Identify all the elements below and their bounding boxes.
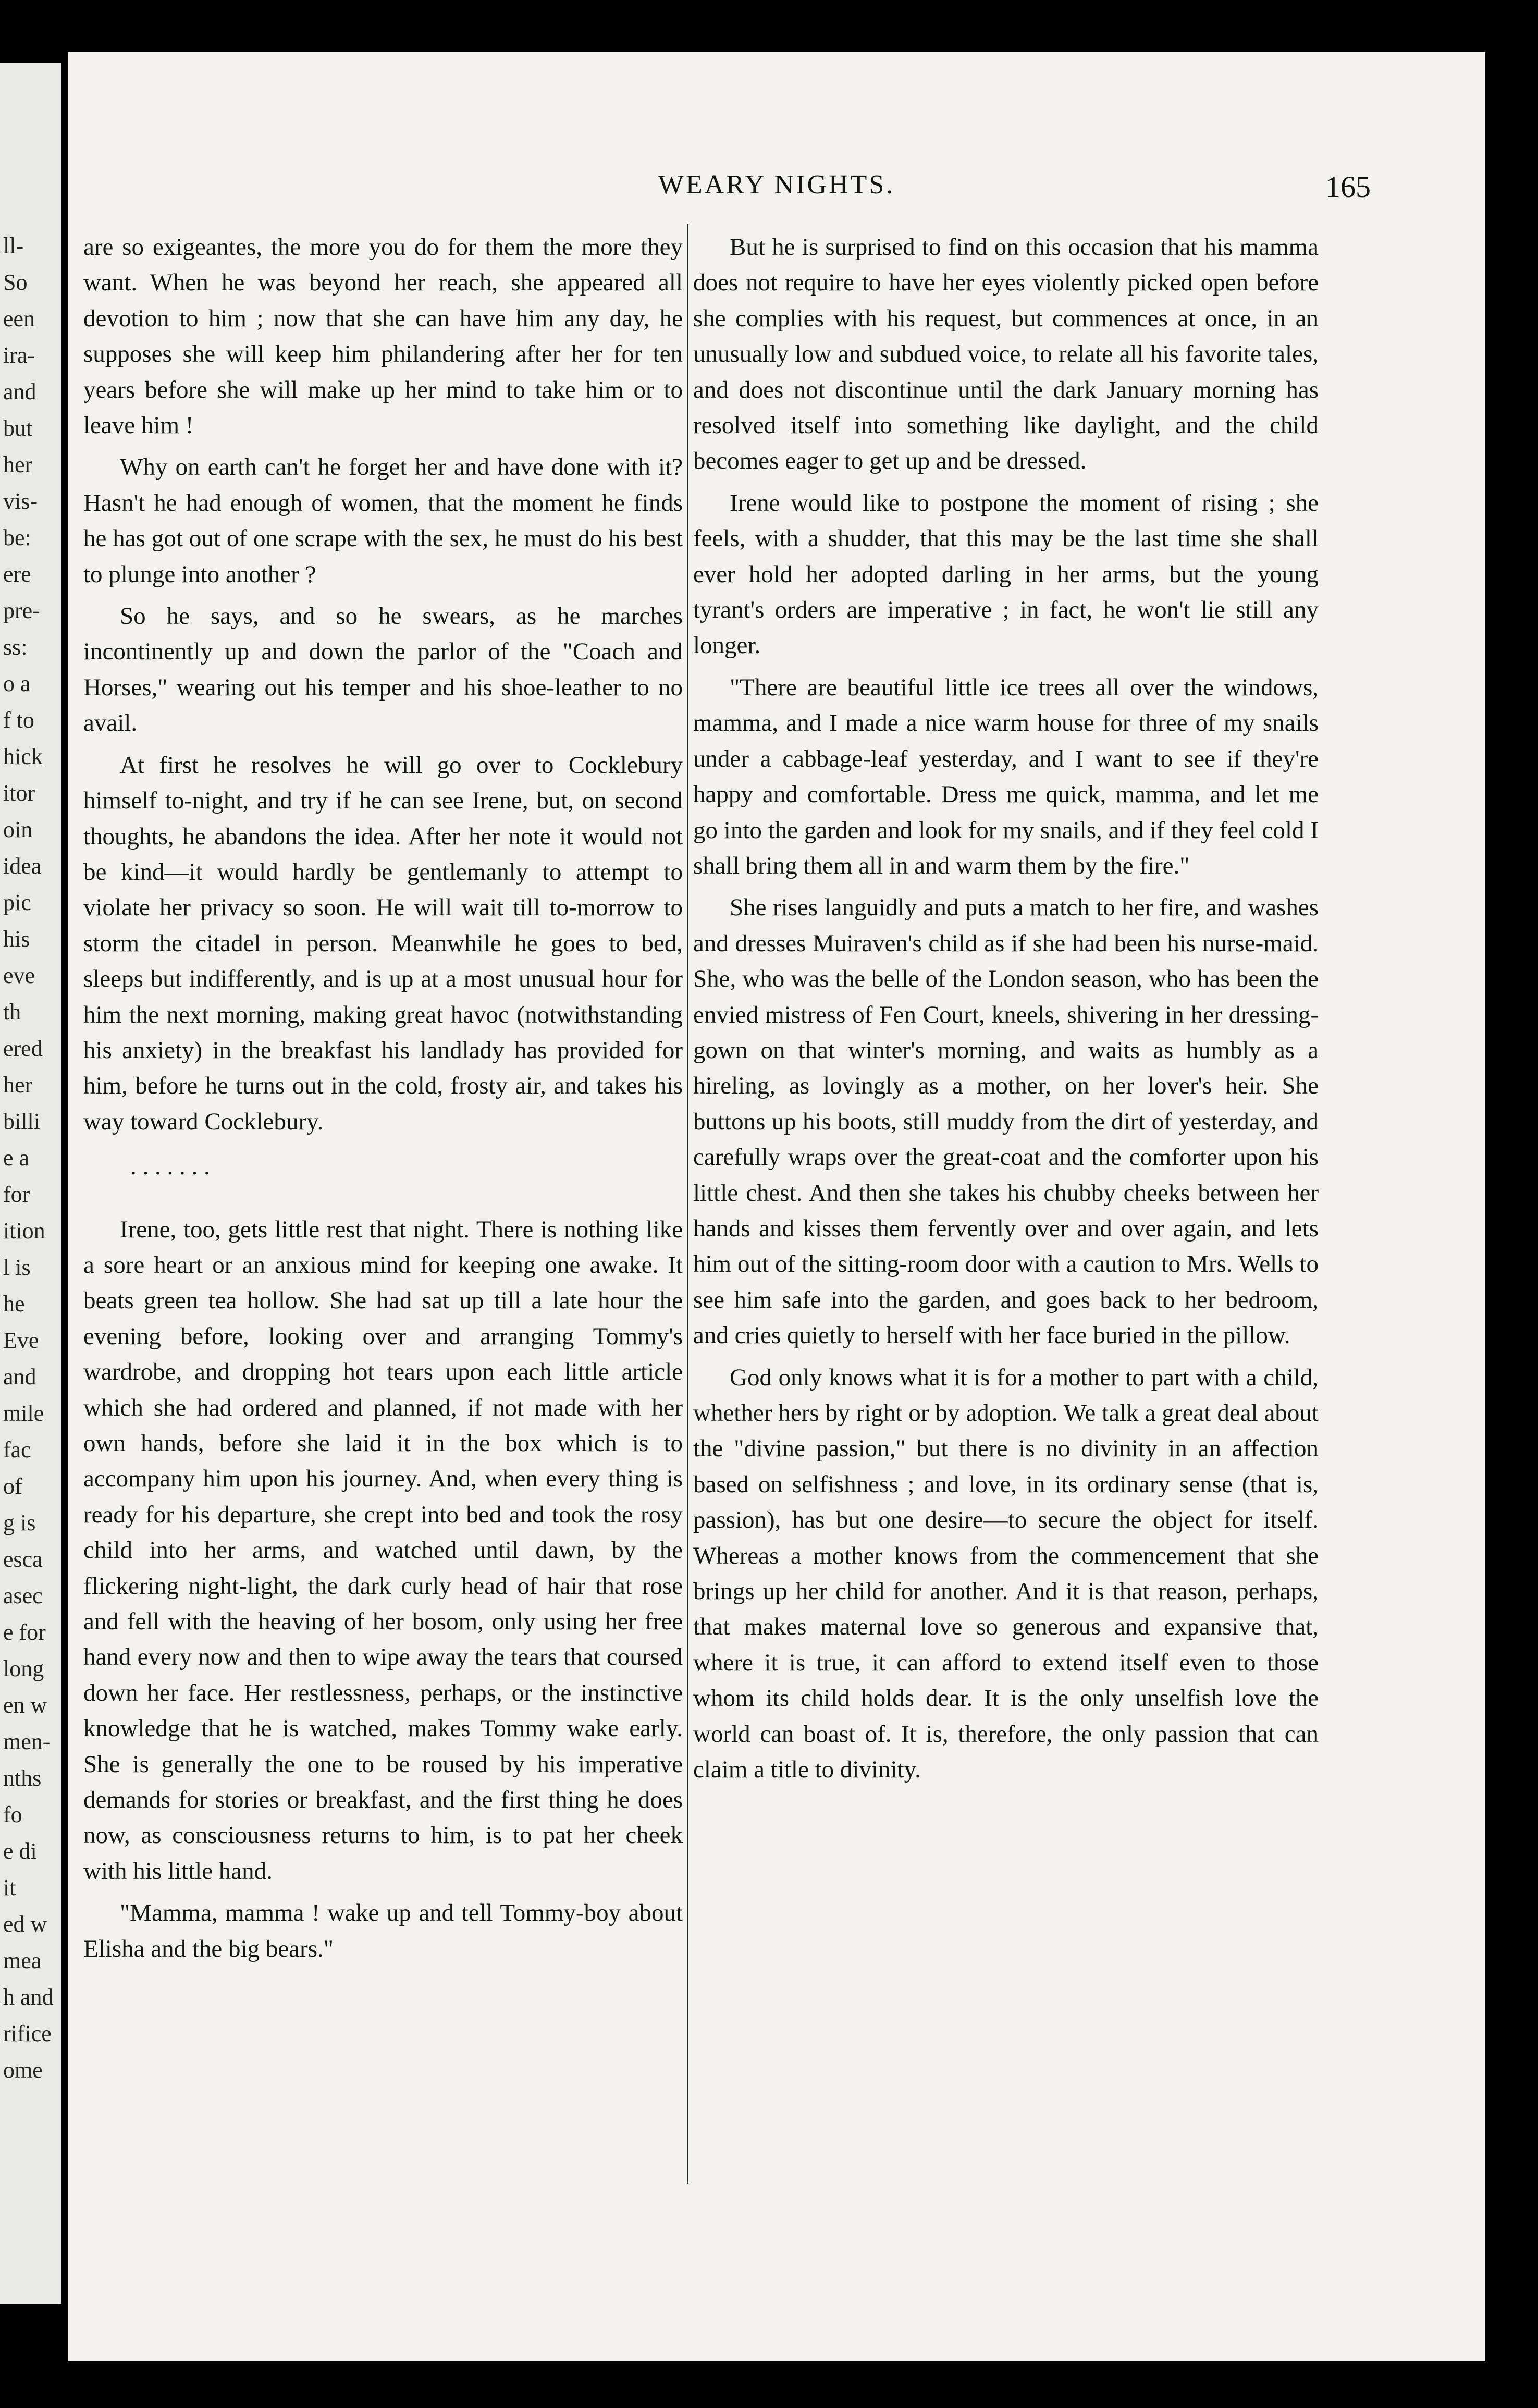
paragraph: At first he resolves he will go over to Cocklebury himself to-night, and try if he can see Irene, but, on second thoughts, he abandons the idea. After her note it would not be kind—it would hardly be gentlemanly to attempt to violate her privacy so soon. He will wait till to-morrow to storm the citadel in person. Meanwhile he goes to bed, sleeps but indifferently, and is up at a most unusual hour for him the next morning, making great havoc (notwithstanding his anxiety) in the breakfast his landlady has provided for him, before he turns out in the cold, frosty air, and takes his way toward Cocklebury. <box>83 751 683 1135</box>
right-column <box>693 229 1319 1793</box>
previous-page-fragment: ll- <box>3 233 24 259</box>
previous-page-fragment: mea <box>3 1948 42 1973</box>
previous-page-fragment: ira- <box>3 342 35 368</box>
previous-page-fragment: Eve <box>3 1328 39 1353</box>
previous-page-fragment: her <box>3 452 33 477</box>
previous-page-fragment: en w <box>3 1692 47 1718</box>
previous-page-fragment: ss: <box>3 634 28 660</box>
paragraph: God only knows what it is for a mother to part with a child, whether hers by right or by adoption. We talk a great deal about the "divine passion," but there is no divinity in an affection based on selfishness ; and love, in its ordinary sense (that is, passion), has but one desire—to secure the object for itself. Whereas a mother knows from the commencement that she brings up her child for another. And it is that reason, perhaps, that makes maternal love so generous and expansive that, where it is true, it can afford to extend itself even to those whom its child holds dear. It is the only unselfish love the world can boast of. It is, therefore, the only passion that can claim a title to divinity. <box>693 1363 1319 1784</box>
previous-page-fragment: So <box>3 269 28 295</box>
previous-page-fragment: be: <box>3 525 31 550</box>
previous-page-fragment: nths <box>3 1765 42 1791</box>
previous-page-fragment: ome <box>3 2057 43 2083</box>
previous-page-fragment: e di <box>3 1838 37 1864</box>
column-rule <box>687 224 688 2184</box>
running-head <box>68 169 1485 211</box>
previous-page-fragment: of <box>3 1473 22 1499</box>
previous-page-edge <box>0 63 61 2304</box>
previous-page-fragment: ered <box>3 1036 43 1061</box>
previous-page-fragment: fo <box>3 1802 22 1827</box>
previous-page-fragment: ere <box>3 561 31 587</box>
previous-page-fragment: pre- <box>3 598 40 623</box>
section-break: . . . . . . . <box>130 1153 210 1181</box>
previous-page-fragment: itor <box>3 780 35 806</box>
paragraph: "Mamma, mamma ! wake up and tell Tommy-boy about Elisha and the big bears." <box>83 1899 683 1962</box>
previous-page-fragment: hick <box>3 744 43 769</box>
previous-page-fragment: but <box>3 415 33 441</box>
previous-page-fragment: her <box>3 1072 33 1098</box>
left-column <box>83 229 683 1973</box>
paragraph: Why on earth can't he forget her and have done with it? Hasn't he had enough of women, that the moment he finds he has got out of one scrape with the sex, he must do his best to plunge into another ? <box>83 453 683 588</box>
paragraph: Irene would like to postpone the moment of rising ; she feels, with a shudder, that this may be the last time she shall ever hold her adopted darling in her arms, but the young tyrant's orders are imperative ; in fact, he won't lie still any longer. <box>693 489 1319 659</box>
paragraph: But he is surprised to find on this occasion that his mamma does not require to have her eyes violently picked open before she complies with his request, but commences at once, in an unusually low and subdued voice, to relate all his favorite tales, and does not discontinue until the dark January morning has resolved itself into something like daylight, and the child becomes eager to get up and be dressed. <box>693 234 1319 475</box>
previous-page-fragment: idea <box>3 853 42 879</box>
previous-page-fragment: asec <box>3 1583 43 1608</box>
book-page <box>68 52 1485 2361</box>
previous-page-fragment: h and <box>3 1984 54 2010</box>
previous-page-fragment: l is <box>3 1255 31 1280</box>
paragraph: "There are beautiful little ice trees all over the windows, mamma, and I made a nice warm house for three of my snails under a cabbage-leaf yesterday, and I want to see if they're happy and comfortable. Dress me quick, mamma, and let me go into the garden and look for my snails, and if they feel cold I shall bring them all in and warm them by the fire." <box>693 673 1319 879</box>
previous-page-fragment: he <box>3 1291 25 1317</box>
previous-page-fragment: oin <box>3 817 33 842</box>
paragraph: So he says, and so he swears, as he marches incontinently up and down the parlor of the "Coach and Horses," wearing out his temper and his shoe-leather to no avail. <box>83 603 683 737</box>
previous-page-fragment: men- <box>3 1729 51 1754</box>
previous-page-fragment: his <box>3 926 30 952</box>
running-title: WEARY NIGHTS. <box>658 170 895 200</box>
previous-page-fragment: e a <box>3 1145 30 1171</box>
previous-page-fragment: for <box>3 1182 30 1207</box>
previous-page-fragment: ition <box>3 1218 45 1244</box>
previous-page-fragment: een <box>3 306 35 331</box>
previous-page-fragment: it <box>3 1875 16 1900</box>
previous-page-fragment: eve <box>3 963 35 988</box>
paragraph: She rises languidly and puts a match to her fire, and washes and dresses Muiraven's child as if she had been his nurse-maid. She, who was the belle of the London season, who has been the envied mistress of Fen Court, kneels, shivering in her dressing-gown on that winter's morning, and waits as humbly as a hireling, as lovingly as a mother, on her lover's heir. She buttons up his boots, still muddy from the dirt of yesterday, and carefully wraps over the great-coat and the comforter upon his little chest. And then she takes his chubby cheeks between her hands and kisses them fervently over and over again, and lets him out of the sitting-room door with a caution to Mrs. Wells to see him safe into the garden, and goes back to her bedroom, and cries quietly to herself with her face buried in the pillow. <box>693 894 1319 1349</box>
previous-page-fragment: pic <box>3 890 31 915</box>
previous-page-fragment: and <box>3 1364 36 1390</box>
previous-page-fragment: long <box>3 1656 44 1681</box>
previous-page-fragment: g is <box>3 1510 36 1535</box>
previous-page-fragment: mile <box>3 1400 44 1426</box>
previous-page-fragment: fac <box>3 1437 31 1463</box>
page-number: 165 <box>1325 170 1371 204</box>
previous-page-fragment: billi <box>3 1109 40 1134</box>
previous-page-fragment: rifice <box>3 2021 52 2046</box>
previous-page-fragment: f to <box>3 707 34 733</box>
previous-page-fragment: th <box>3 999 21 1025</box>
previous-page-fragment: vis- <box>3 488 38 514</box>
previous-page-fragment: ed w <box>3 1911 47 1937</box>
previous-page-fragment: esca <box>3 1546 43 1572</box>
previous-page-fragment: and <box>3 379 36 404</box>
previous-page-fragment: o a <box>3 671 31 696</box>
paragraph: are so exigeantes, the more you do for them the more they want. When he was beyond her reach, she appeared all devotion to him ; now that she can have him any day, he supposes she will keep him philandering after her for ten years before she will make up her mind to take him or to leave him ! <box>83 234 683 439</box>
paragraph: Irene, too, gets little rest that night. There is nothing like a sore heart or an anxious mind for keeping one awake. It beats green tea hollow. She had sat up till a late hour the evening before, looking over and arranging Tommy's wardrobe, and dropping hot tears upon each little article which she had ordered and planned, if not made with her own hands, before she laid it in the box which is to accompany him upon his journey. And, when every thing is ready for his departure, she crept into bed and took the rosy child into her arms, and watched until dawn, by the flickering night-light, the dark curly head of hair that rose and fell with the heaving of her bosom, only using her free hand every now and then to wipe away the tears that coursed down her face. Her restlessness, perhaps, or the instinctive knowledge that he is watched, makes Tommy wake early. She is generally the one to be roused by his imperative demands for stories or breakfast, and the first thing he does now, as consciousness returns to him, is to pat her cheek with his little hand. <box>83 1215 683 1885</box>
previous-page-fragment: e for <box>3 1619 46 1645</box>
